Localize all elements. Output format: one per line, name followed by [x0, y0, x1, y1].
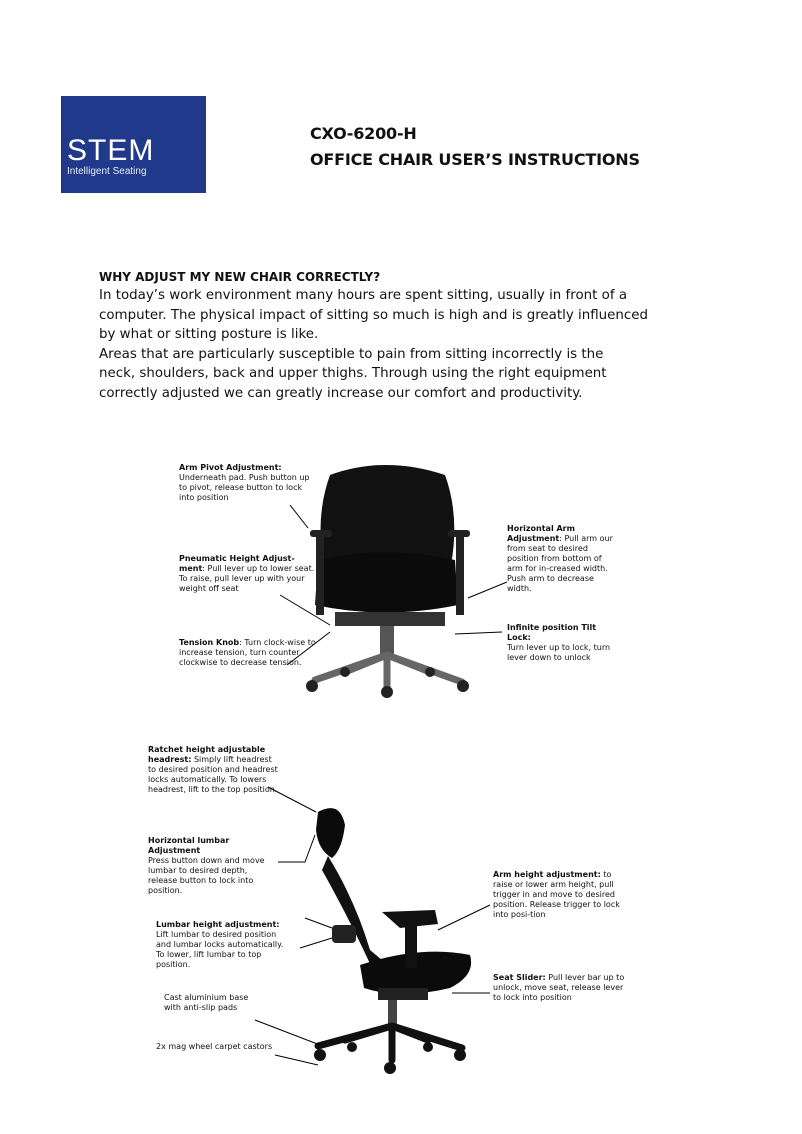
label-horizontal-arm-title: Horizontal Arm Adjustment	[507, 524, 575, 543]
label-tension-text: : Turn clock-wise to increase tension, turn counter clockwise to decrease tension.	[179, 638, 316, 667]
label-arm-height-title: Arm height adjustment:	[493, 870, 601, 879]
intro-line: computer. The physical impact of sitting so much is high and is greatly influenced	[99, 307, 648, 323]
label-castors	[156, 1042, 286, 1052]
intro-heading: WHY ADJUST MY NEW CHAIR CORRECTLY?	[99, 270, 381, 284]
label-tilt-lock-text: Turn lever up to lock, turn lever down to unlock	[507, 643, 611, 662]
label-lumbar-height-text: Lift lumbar to desired position and lumbar locks automatically. To lower, lift lumbar to top position.	[156, 930, 284, 969]
page-title: OFFICE CHAIR USER’S INSTRUCTIONS	[310, 150, 640, 169]
label-seat-slider-text: Pull lever bar up to unlock, move seat, release lever to lock into position	[493, 973, 625, 1002]
label-arm-pivot-text: Underneath pad. Push button up to pivot, release button to lock into position	[179, 473, 310, 502]
brand-name: STEM	[67, 134, 155, 167]
label-headrest	[148, 745, 278, 795]
label-base-text: Cast aluminium base with anti-slip pads	[164, 993, 249, 1012]
model-number: CXO-6200-H	[310, 124, 417, 143]
intro-line: neck, shoulders, back and upper thighs. Through using the right equipment	[99, 366, 607, 381]
label-headrest-text: Simply lift headrest to desired position and headrest locks automatically. To lowers headrest, lift to the top position.	[148, 755, 278, 794]
intro-line: correctly adjusted we can greatly increase our comfort and productivity.	[99, 385, 583, 401]
label-headrest-title: Ratchet height adjustable headrest:	[148, 745, 266, 764]
label-lumbar-height-title: Lumbar height adjustment:	[156, 920, 280, 929]
label-seat-slider	[493, 973, 628, 1003]
label-arm-height	[493, 870, 628, 920]
label-horizontal-lumbar-text: Press button down and move lumbar to desired depth, release button to lock into position.	[148, 856, 265, 895]
label-horizontal-lumbar-title: Horizontal lumbar Adjustment	[148, 836, 230, 855]
label-seat-slider-title: Seat Slider:	[493, 973, 546, 982]
label-arm-pivot-title: Arm Pivot Adjustment:	[179, 463, 282, 472]
intro-line: by what or sitting posture is like.	[99, 327, 319, 342]
label-pneumatic-text: : Pull lever up to lower seat. To raise, pull lever up with your weight off seat	[179, 564, 315, 593]
intro-line: Areas that are particularly susceptible to pain from sitting incorrectly is the	[99, 346, 604, 362]
label-arm-height-text: to raise or lower arm height, pull trigger in and move to desired position. Release trigger to lock into posi-tion	[493, 870, 620, 919]
intro-line: In today’s work environment many hours are spent sitting, usually in front of a	[99, 288, 628, 303]
label-base	[164, 993, 264, 1013]
label-tilt-lock-title: Infinite position Tilt Lock:	[507, 623, 597, 642]
label-lumbar-height	[156, 920, 286, 970]
label-tension-title: Tension Knob	[179, 638, 240, 647]
label-horizontal-arm-text: : Pull arm our from seat to desired position from bottom of arm for in-creased width. Push arm to decrease width.	[507, 534, 613, 593]
label-castors-text: 2x mag wheel carpet castors	[156, 1042, 273, 1051]
label-pneumatic-title: Pneumatic Height Adjust-ment	[179, 554, 295, 573]
label-horizontal-lumbar	[148, 836, 273, 896]
brand-tagline: Intelligent Seating	[67, 166, 147, 177]
